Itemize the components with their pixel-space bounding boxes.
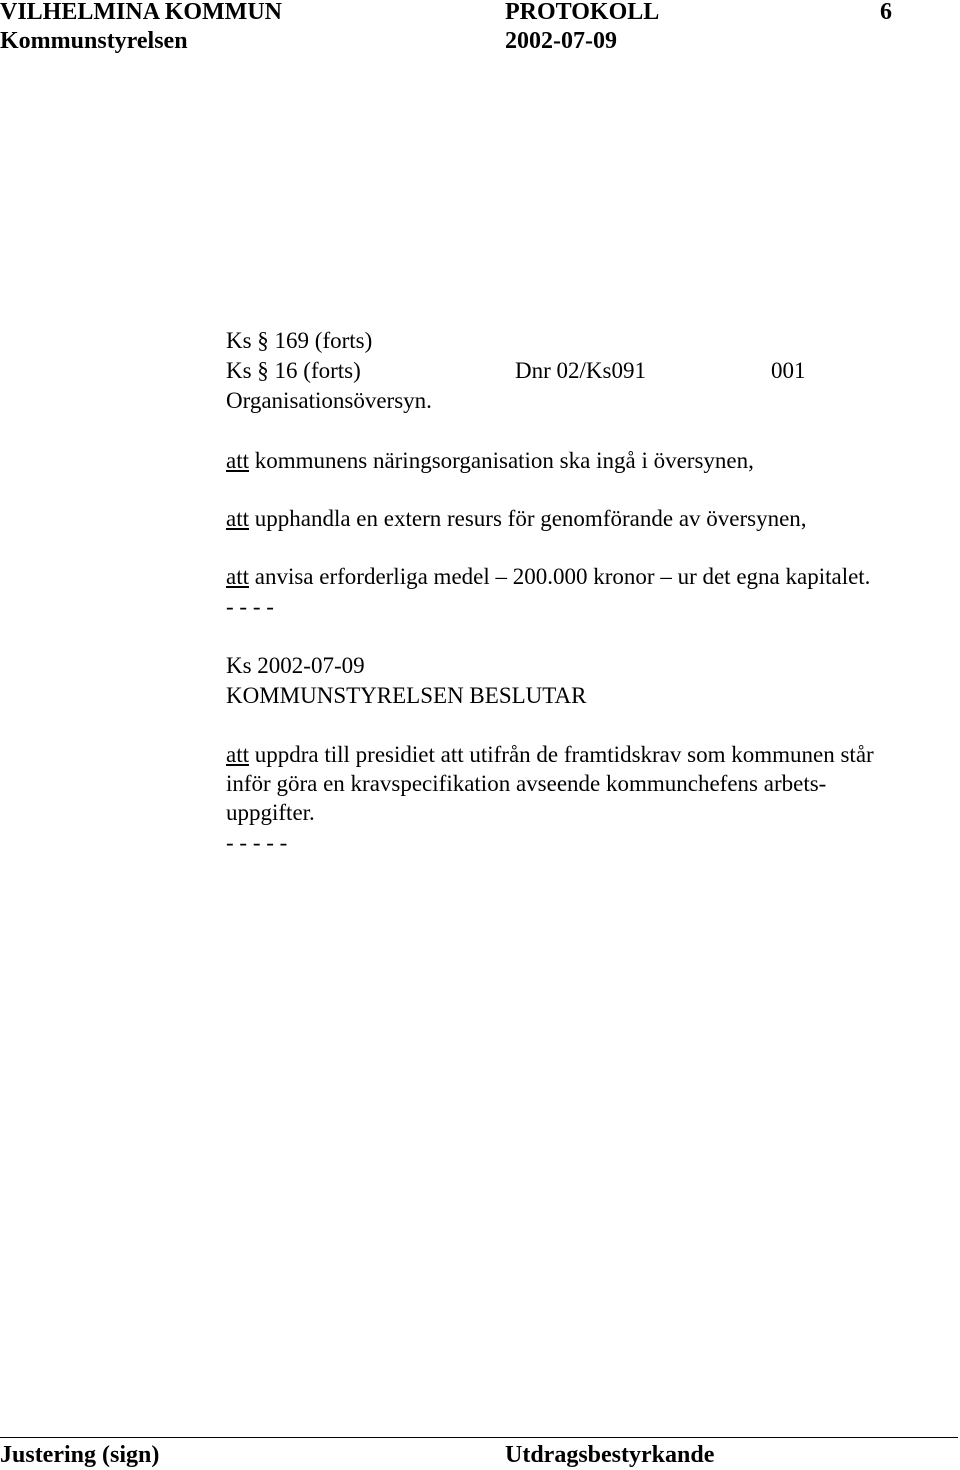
motion-3 (226, 565, 870, 588)
decision-line-2: inför göra en kravspecifikation avseende kommunchefens arbets- (226, 771, 827, 796)
section-ref-2 (226, 359, 361, 382)
motion-1-keyword: att (226, 448, 249, 473)
separator-2: - - - - - (226, 830, 288, 855)
section-dnr-code: 001 (771, 358, 806, 383)
decision-heading: KOMMUNSTYRELSEN BESLUTAR (226, 683, 587, 708)
motion-1-text: kommunens näringsorganisation ska ingå i översynen, (249, 448, 754, 473)
footer-utdragsbestyrkande: Utdragsbestyrkande (505, 1442, 715, 1468)
section-ref-1-text: Ks § 169 (forts) (226, 328, 373, 353)
section-dnr: Dnr 02/Ks091 (515, 358, 646, 383)
separator-1: - - - - (226, 594, 274, 619)
decision-line-3: uppgifter. (226, 800, 315, 825)
motion-2 (226, 507, 807, 530)
motion-1 (226, 449, 754, 472)
motion-3-text: anvisa erforderliga medel – 200.000 kronor – ur det egna kapitalet. (249, 564, 871, 589)
header-municipality: VILHELMINA KOMMUN (0, 0, 282, 25)
header-date: 2002-07-09 (505, 28, 617, 54)
footer-justering: Justering (sign) (0, 1442, 160, 1468)
footer-divider (0, 1437, 958, 1438)
decision-line-1 (226, 743, 874, 766)
decision-line-1-text: uppdra till presidiet att utifrån de framtidskrav som kommunen står (249, 742, 874, 767)
motion-3-keyword: att (226, 564, 249, 589)
section-ref-2-text: Ks § 16 (forts) (226, 358, 361, 383)
motion-2-keyword: att (226, 506, 249, 531)
decision-ref: Ks 2002-07-09 (226, 653, 365, 678)
header-page-number: 6 (880, 0, 892, 25)
section-title: Organisationsöversyn. (226, 388, 432, 413)
section-ref-1 (226, 329, 372, 352)
decision-keyword: att (226, 742, 249, 767)
header-doc-type: PROTOKOLL (505, 0, 660, 25)
motion-2-text: upphandla en extern resurs för genomförande av översynen, (249, 506, 807, 531)
header-body: Kommunstyrelsen (0, 28, 188, 54)
